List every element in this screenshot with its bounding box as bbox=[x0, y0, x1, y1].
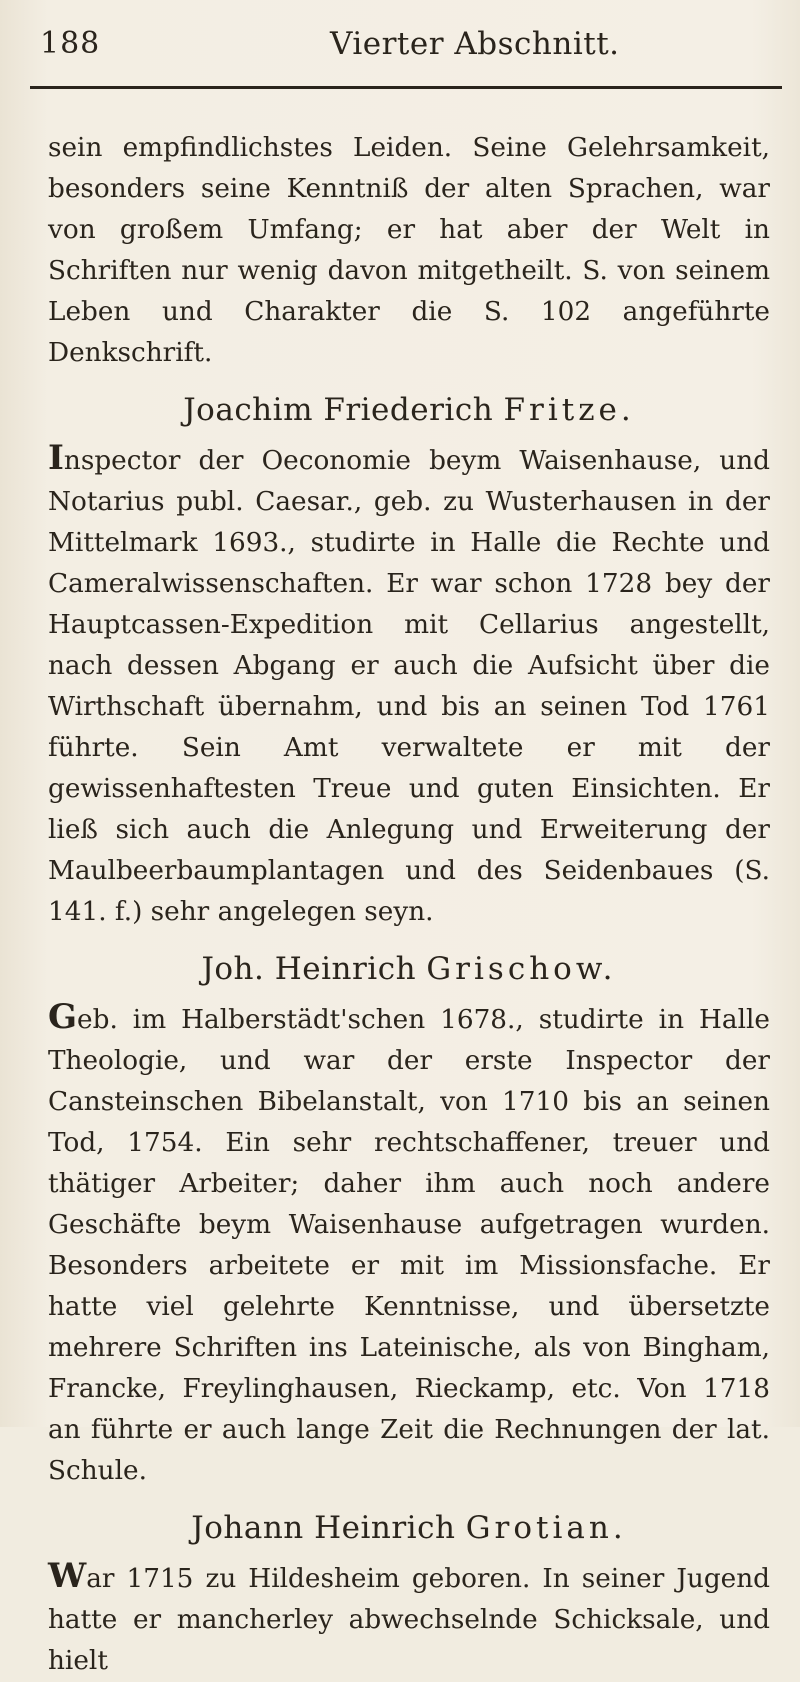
drop-initial: I bbox=[48, 438, 64, 478]
entry-heading-fritze bbox=[48, 384, 770, 436]
page-number: 188 bbox=[40, 26, 101, 61]
header-rule bbox=[30, 86, 782, 89]
entry-text-fritze bbox=[48, 438, 770, 933]
entry-given-names: Johann Heinrich bbox=[191, 1510, 456, 1546]
entry-surname: Grischow. bbox=[426, 951, 617, 987]
drop-initial: W bbox=[48, 1556, 87, 1596]
entry-surname: Fritze. bbox=[503, 392, 635, 428]
page-header bbox=[40, 26, 760, 66]
entry-heading-grischow bbox=[48, 943, 770, 995]
entry-text-grotian bbox=[48, 1556, 770, 1682]
entry-heading-grotian bbox=[48, 1502, 770, 1554]
entry-given-names: Joachim Friederich bbox=[183, 392, 494, 428]
intro-paragraph: sein empfindlichstes Leiden. Seine Gelehrsamkeit, besonders seine Kenntniß der alten Sprachen, war von großem Umfang; er hat aber der Welt in Schriften nur wenig davon mitgetheilt. S. von seinem Leben und Charakter die S. 102 angeführte Denkschrift. bbox=[48, 133, 770, 368]
page-body bbox=[48, 128, 770, 1682]
entry-text-grischow bbox=[48, 997, 770, 1492]
entry-surname: Grotian. bbox=[465, 1510, 627, 1546]
entry-body-text: nspector der Oeconomie beym Waisenhause, und Notarius publ. Caesar., geb. zu Wusterhausen in der Mittelmark 1693., studirte in Halle die Rechte und Cameralwissenschaften. Er war schon 1728 bey der Hauptcassen-Expedition mit Cellarius angestellt, nach dessen Abgang er auch die Aufsicht über die Wirthschaft übernahm, und bis an seinen Tod 1761 führte. Sein Amt verwaltete er mit der gewissenhaftesten Treue und guten Einsichten. Er ließ sich auch die Anlegung und Erweiterung der Maulbeerbaumplantagen und des Seidenbaues (S. 141. f.) sehr angelegen seyn. bbox=[48, 446, 770, 927]
running-head: Vierter Abschnitt. bbox=[330, 26, 620, 62]
entry-body-text: eb. im Halberstädt'schen 1678., studirte in Halle Theologie, und war der erste Inspector der Cansteinschen Bibelanstalt, von 1710 bis an seinen Tod, 1754. Ein sehr rechtschaffener, treuer und thätiger Arbeiter; daher ihm auch noch andere Geschäfte beym Waisenhause aufgetragen wurden. Besonders arbeitete er mit im Missionsfache. Er hatte viel gelehrte Kenntnisse, und übersetzte mehrere Schriften ins Lateinische, als von Bingham, Francke, Freylinghausen, Rieckamp, etc. Von 1718 an führte er auch lange Zeit die Rechnungen der lat. Schule. bbox=[48, 1005, 770, 1486]
entry-body-text: ar 1715 zu Hildesheim geboren. In seiner Jugend hatte er mancherley abwechselnde Schicksale, und hielt bbox=[48, 1564, 770, 1676]
entry-given-names: Joh. Heinrich bbox=[201, 951, 417, 987]
drop-initial: G bbox=[48, 997, 78, 1037]
